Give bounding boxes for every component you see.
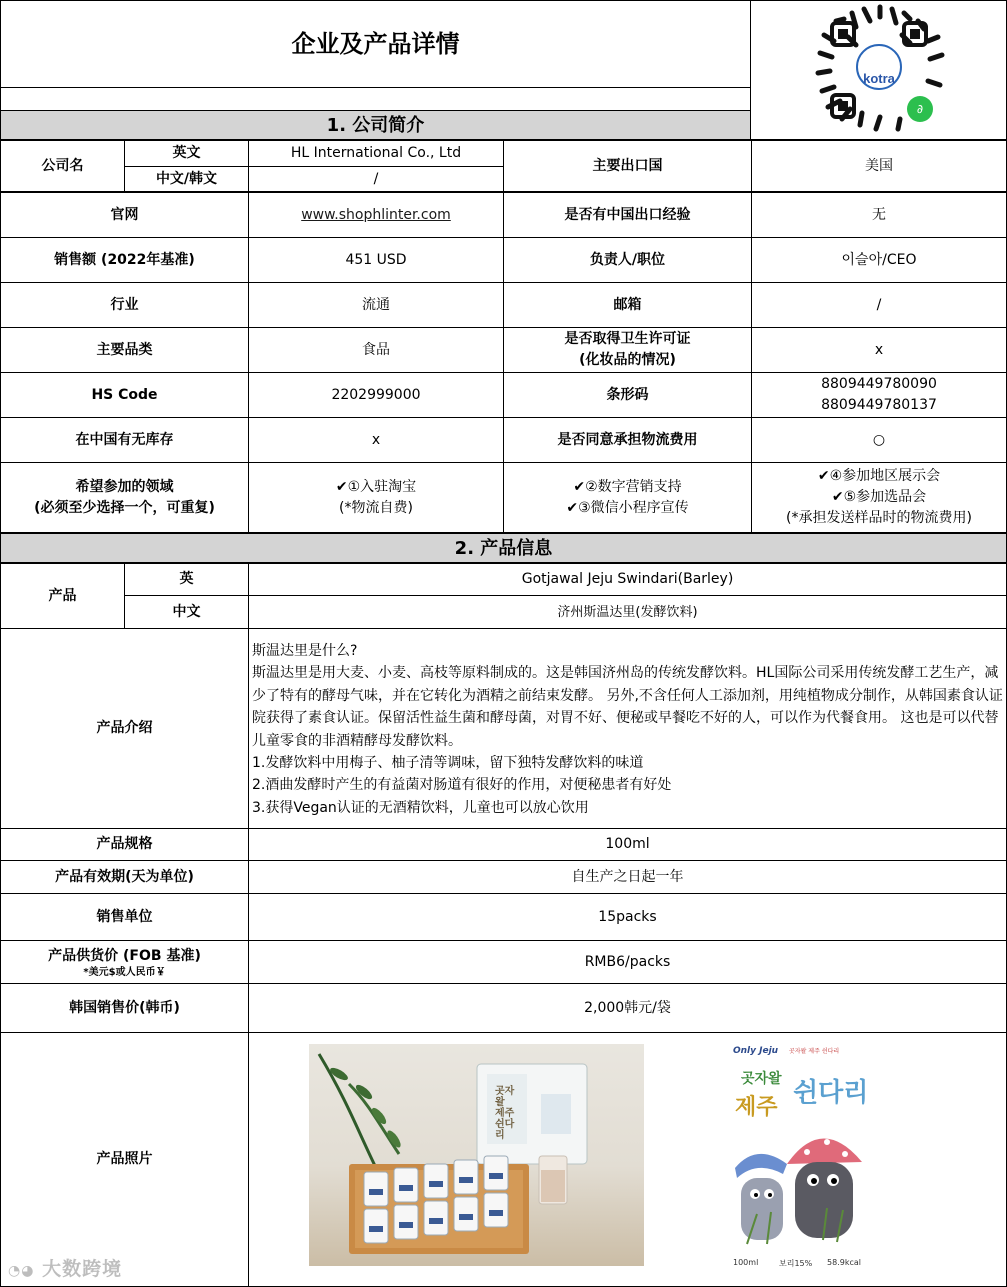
person-value: 이슬아/CEO bbox=[841, 251, 917, 268]
barcode-label: 条形码 bbox=[606, 386, 649, 403]
package-illustration bbox=[727, 1044, 875, 1272]
hscode-value: 2202999000 bbox=[331, 386, 421, 403]
website-link-text[interactable]: www.shophlinter.com bbox=[301, 206, 451, 223]
company-cn-value: / bbox=[373, 170, 379, 187]
email-value: / bbox=[876, 296, 882, 313]
website-label: 官网 bbox=[110, 206, 139, 223]
fob-label-text: 产品供货价 (FOB 基准) bbox=[48, 947, 201, 964]
intro-line: 斯温达里是什么? bbox=[252, 643, 358, 659]
watermark-text: 大数跨境 bbox=[42, 1258, 123, 1280]
intro-label: 产品介绍 bbox=[96, 720, 153, 736]
hscode-label: HS Code bbox=[91, 386, 158, 403]
fob-value: RMB6/packs bbox=[584, 953, 671, 970]
fields-option-2: ✔②数字营销支持 ✔③微信小程序宣传 bbox=[566, 478, 689, 516]
stock-label: 在中国有无库存 bbox=[75, 431, 174, 448]
logistics-label: 是否同意承担物流费用 bbox=[557, 431, 698, 448]
person-label: 负责人/职位 bbox=[589, 251, 666, 268]
category-value: 食品 bbox=[362, 341, 390, 358]
expiry-label: 产品有效期(天为单位) bbox=[55, 868, 194, 885]
korea-price-label: 韩国销售价(韩币) bbox=[69, 999, 180, 1016]
section-product-header: 2. 产品信息 bbox=[1, 534, 1006, 562]
export-country-label: 主要出口国 bbox=[592, 157, 663, 174]
sales-value: 451 USD bbox=[345, 251, 407, 268]
website-link[interactable] bbox=[249, 193, 503, 237]
svg-text:∂: ∂ bbox=[916, 102, 924, 116]
hygiene-value: x bbox=[874, 341, 884, 358]
spec-value: 100ml bbox=[605, 836, 650, 852]
package-kcal: 58.9kcal bbox=[827, 1258, 861, 1267]
package-name-line2: 제주 bbox=[735, 1095, 778, 1120]
industry-value: 流通 bbox=[362, 296, 390, 313]
intro-text bbox=[252, 640, 1004, 819]
watermark bbox=[8, 1254, 122, 1281]
fields-option-3: ✔④参加地区展示会 ✔⑤参加选品会 (*承担发送样品时的物流费用) bbox=[786, 468, 972, 526]
product-cn-value: 济州斯温达里(发酵饮料) bbox=[557, 604, 698, 620]
page-title: 企业及产品详情 bbox=[291, 29, 460, 58]
export-country-value: 美国 bbox=[865, 157, 893, 174]
stock-value: x bbox=[371, 431, 381, 448]
section-company-header: 1. 公司简介 bbox=[1, 111, 750, 139]
kotra-logo: kotra bbox=[863, 71, 895, 86]
category-label: 主要品类 bbox=[96, 341, 153, 358]
package-tag: 곳자왈 제주 쉰다리 bbox=[789, 1048, 840, 1055]
qr-code-icon bbox=[752, 1, 1006, 139]
logistics-value: ○ bbox=[872, 431, 886, 448]
company-name-label: 公司名 bbox=[41, 157, 84, 174]
package-brand: Only Jeju bbox=[733, 1046, 779, 1056]
email-label: 邮箱 bbox=[613, 296, 642, 313]
company-cn-label: 中文/韩文 bbox=[155, 170, 218, 187]
product-photo-box bbox=[309, 1044, 644, 1266]
product-photo-image bbox=[309, 1044, 644, 1266]
fob-note: *美元$或人民币￥ bbox=[83, 966, 166, 978]
product-en-value: Gotjawal Jeju Swindari(Barley) bbox=[521, 571, 734, 587]
china-export-value: 无 bbox=[872, 206, 886, 223]
product-en-label: 英 bbox=[179, 571, 194, 587]
korea-price-value: 2,000韩元/袋 bbox=[584, 999, 671, 1016]
package-name-line3: 쉰다리 bbox=[793, 1078, 869, 1108]
package-barley: 보리15% bbox=[779, 1259, 813, 1268]
spec-label: 产品规格 bbox=[96, 836, 153, 852]
product-package-image bbox=[727, 1044, 875, 1272]
fields-label: 希望参加的领域 (必须至少选择一个，可重复) bbox=[34, 478, 215, 516]
unit-label: 销售单位 bbox=[96, 908, 153, 925]
intro-line: 1.发酵饮料中用梅子、柚子清等调味，留下独特发酵饮料的味道 bbox=[252, 755, 644, 772]
watermark-logo-icon: ◔◕ bbox=[8, 1263, 35, 1279]
company-en-value: HL International Co., Ltd bbox=[290, 145, 462, 161]
unit-value: 15packs bbox=[598, 908, 657, 925]
industry-label: 行业 bbox=[110, 296, 139, 313]
intro-line: 斯温达里是用大麦、小麦、高枝等原料制成的。这是韩国济州岛的传统发酵饮料。HL国际公司采用传统发酵工艺生产，减少了特有的酵母气味，并在它转化为酒精之前结束发酵。 另外,不含任何人工添加剂，用纯植物成分制作，从韩国素食认证院获得了素食认证。保留活性益生菌和酵母菌，对胃不好、便秘或早餐吃不好的人，可以作为代餐食用。 这也是可以代替儿童零食的非酒精酵母发酵饮料。 bbox=[252, 665, 1003, 749]
package-volume: 100ml bbox=[733, 1258, 759, 1267]
product-cn-label: 中文 bbox=[172, 603, 201, 620]
intro-line: 2.酒曲发酵时产生的有益菌对肠道有很好的作用，对便秘患者有好处 bbox=[252, 777, 672, 794]
fields-option-1: ✔①入驻淘宝 (*物流自费) bbox=[335, 478, 417, 516]
china-export-label: 是否有中国出口经验 bbox=[564, 206, 691, 223]
package-name-line1: 곳자왈 bbox=[741, 1071, 782, 1087]
hygiene-label: 是否取得卫生许可证 (化妆品的情况) bbox=[564, 331, 691, 368]
fob-label bbox=[1, 941, 248, 983]
expiry-value: 自生产之日起一年 bbox=[571, 868, 684, 885]
intro-line: 3.获得Vegan认证的无酒精饮料，儿童也可以放心饮用 bbox=[252, 799, 589, 816]
barcode-value: 8809449780090 8809449780137 bbox=[821, 376, 937, 413]
sales-label: 销售额 (2022年基准) bbox=[54, 251, 195, 268]
product-label: 产品 bbox=[48, 587, 77, 604]
qr-code bbox=[752, 1, 1006, 139]
gift-box-text: 곳자왈 제주 쉰다리 bbox=[495, 1086, 515, 1141]
company-en-label: 英文 bbox=[172, 145, 201, 161]
photo-label: 产品照片 bbox=[96, 1150, 153, 1167]
